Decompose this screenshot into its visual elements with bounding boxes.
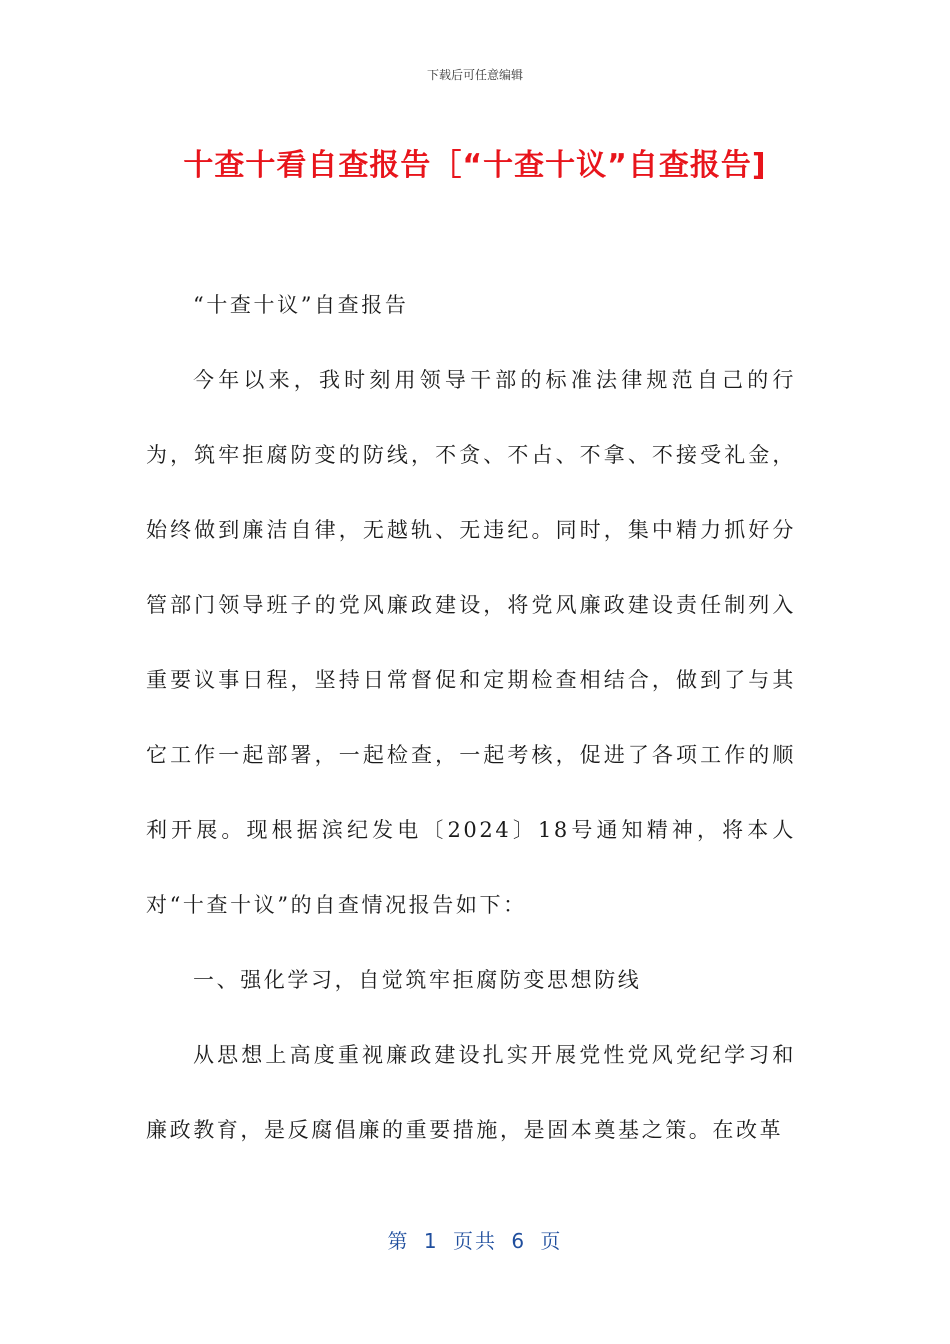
document-title: 十查十看自查报告［“十查十议”自查报告] bbox=[183, 148, 767, 183]
header-note: 下载后可任意编辑 bbox=[426, 68, 523, 82]
paragraph-section-body: 从思想上高度重视廉政建设扎实开展党性党风党纪学习和廉政教育，是反腐倡廉的重要措施，是固本奠基之策。在改革 bbox=[146, 1043, 796, 1142]
document-body bbox=[146, 268, 796, 1168]
paragraph-section-heading: 一、强化学习，自觉筑牢拒腐防变思想防线 bbox=[193, 968, 642, 992]
paragraph-intro: 今年以来，我时刻用领导干部的标准法律规范自己的行为，筑牢拒腐防变的防线，不贪、不占、不拿、不接受礼金，始终做到廉洁自律，无越轨、无违纪。同时，集中精力抓好分管部门领导班子的党风廉政建设，将党风廉政建设责任制列入重要议事日程，坚持日常督促和定期检查相结合，做到了与其它工作一起部署，一起检查，一起考核，促进了各项工作的顺利开展。现根据滨纪发电〔2024〕18号通知精神，将本人对“十查十议”的自查情况报告如下： bbox=[146, 368, 796, 917]
paragraph-subtitle: “十查十议”自查报告 bbox=[193, 293, 409, 317]
page-number: 第 1 页共 6 页 bbox=[387, 1229, 563, 1253]
